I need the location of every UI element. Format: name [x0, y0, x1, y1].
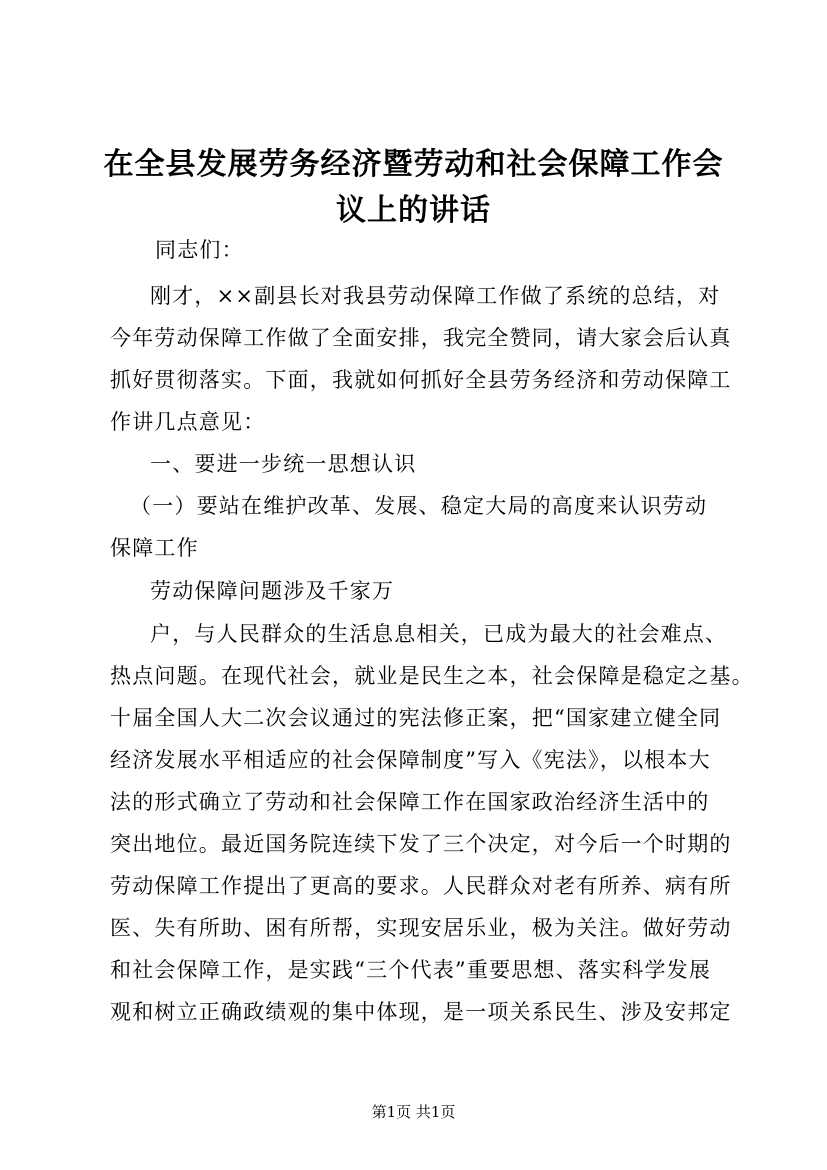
paragraph-line: 和社会保障工作，是实践“三个代表”重要思想、落实科学发展 [110, 958, 712, 982]
paragraph-line: 劳动保障问题涉及千家万 [150, 579, 395, 603]
paragraph-line: 刚才，××副县长对我县劳动保障工作做了系统的总结，对 [150, 284, 721, 308]
paragraph-line: 观和树立正确政绩观的集中体现，是一项关系民生、涉及安邦定 [110, 1000, 732, 1024]
paragraph-line: 医、失有所助、困有所帮，实现安居乐业，极为关注。做好劳动 [110, 916, 732, 940]
paragraph-line: 户，与人民群众的生活息息相关，已成为最大的社会难点、 [150, 622, 728, 646]
salutation-line: 同志们： [155, 238, 244, 262]
paragraph-line: 今年劳动保障工作做了全面安排，我完全赞同，请大家会后认真 [110, 326, 732, 350]
subsection-heading: （一）要站在维护改革、发展、稳定大局的高度来认识劳动 [130, 494, 708, 518]
paragraph-line: 热点问题。在现代社会，就业是民生之本，社会保障是稳定之基。 [110, 664, 754, 688]
document-title [100, 142, 727, 234]
paragraph-line: 作讲几点意见： [110, 410, 266, 434]
title-line-2: 议上的讲话 [336, 193, 491, 228]
page-footer: 第1页 共1页 [371, 1103, 456, 1121]
paragraph-line: 法的形式确立了劳动和社会保障工作在国家政治经济生活中的 [110, 790, 710, 814]
title-line-1: 在全县发展劳务经济暨劳动和社会保障工作会 [103, 147, 724, 182]
section-heading: 一、要进一步统一思想认识 [150, 452, 417, 476]
paragraph-line: 十届全国人大二次会议通过的宪法修正案，把“国家建立健全同 [110, 706, 722, 730]
paragraph-line: 经济发展水平相适应的社会保障制度”写入《宪法》，以根本大 [110, 748, 711, 772]
paragraph-line: 抓好贯彻落实。下面，我就如何抓好全县劳务经济和劳动保障工 [110, 368, 732, 392]
paragraph-line: 突出地位。最近国务院连续下发了三个决定，对今后一个时期的 [110, 832, 732, 856]
paragraph-line: 劳动保障工作提出了更高的要求。人民群众对老有所养、病有所 [110, 874, 732, 898]
subsection-heading-continued: 保障工作 [110, 536, 199, 560]
